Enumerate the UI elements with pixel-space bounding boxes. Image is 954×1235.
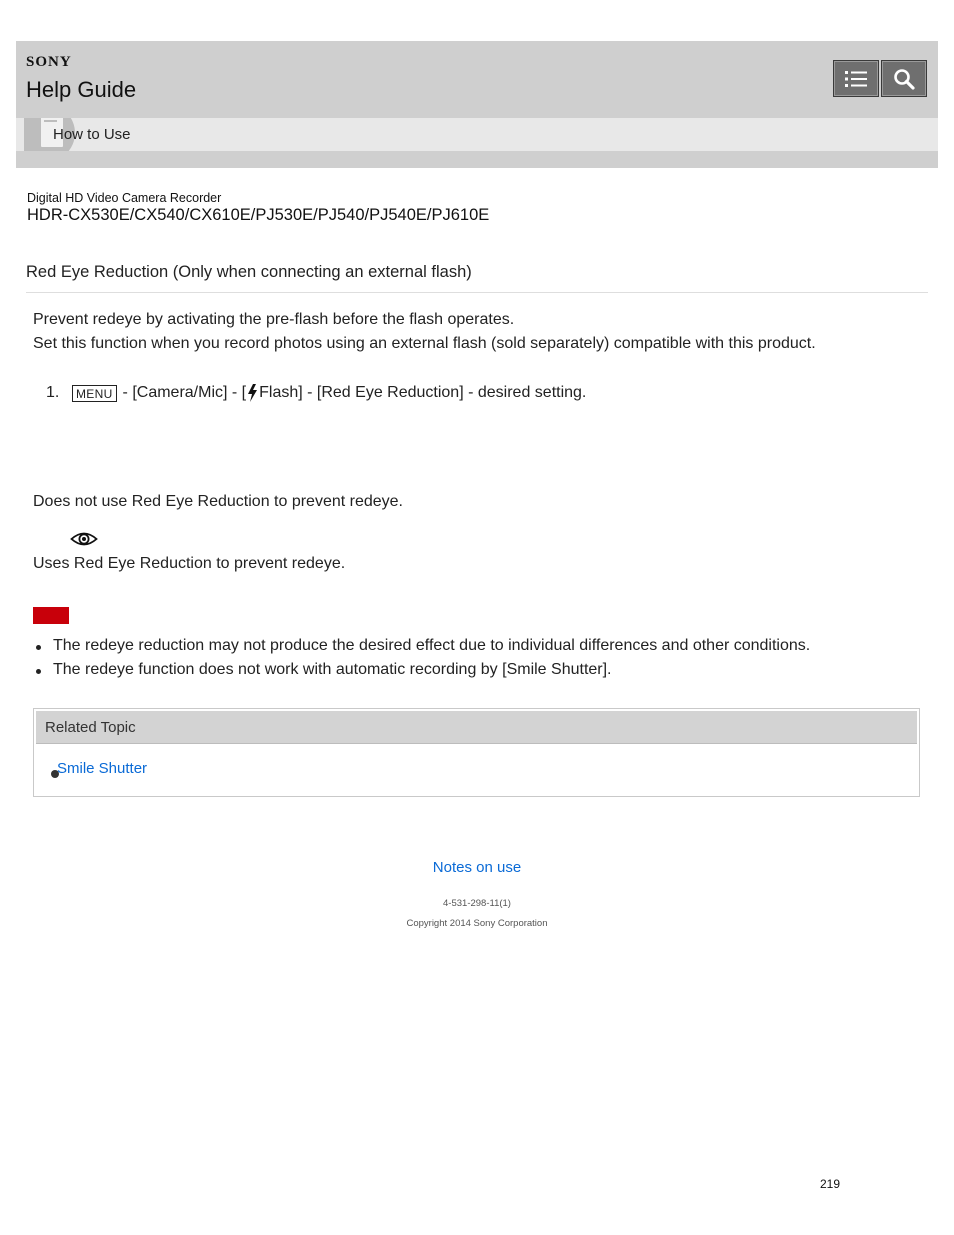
copyright: Copyright 2014 Sony Corporation — [406, 918, 548, 929]
note-item: The redeye function does not work with automatic recording by [Smile Shutter]. — [33, 660, 810, 684]
menu-key-icon: MENU — [72, 385, 117, 402]
intro-text-1: Prevent redeye by activating the pre-flash before the flash operates. — [33, 311, 515, 328]
smile-shutter-link[interactable]: Smile Shutter — [57, 760, 148, 777]
related-topic-box — [33, 708, 920, 797]
breadcrumb-how-to-use[interactable]: How to Use — [53, 126, 131, 143]
related-topic-header — [36, 711, 917, 744]
page-number: 219 — [820, 1177, 841, 1191]
setting-off-description: Does not use Red Eye Reduction to prevent redeye. — [33, 493, 403, 510]
product-models: HDR-CX530E/CX540/CX610E/PJ530E/PJ540/PJ540E/PJ610E — [27, 206, 490, 224]
help-guide-title: Help Guide — [26, 77, 137, 102]
document-number: 4-531-298-11(1) — [443, 898, 511, 909]
note-badge — [33, 607, 69, 624]
note-item: The redeye reduction may not produce the desired effect due to individual differences and other conditions. — [33, 636, 810, 660]
notes-on-use-link[interactable]: Notes on use — [432, 859, 522, 876]
list-icon — [844, 69, 868, 89]
search-button[interactable] — [881, 60, 927, 97]
search-icon — [893, 68, 915, 90]
header-buttons — [833, 60, 929, 97]
product-category: Digital HD Video Camera Recorder — [27, 191, 222, 205]
breadcrumb — [16, 118, 938, 151]
step-1 — [46, 384, 586, 402]
sony-logo: SONY — [26, 54, 72, 70]
notes-list — [33, 636, 810, 684]
red-eye-icon — [70, 529, 98, 549]
title-divider — [26, 292, 928, 293]
setting-on-description: Uses Red Eye Reduction to prevent redeye. — [33, 555, 346, 572]
step-text-part1: - [Camera/Mic] - [ — [122, 384, 247, 401]
step-text-part2: Flash] - [Red Eye Reduction] - desired setting. — [259, 384, 587, 401]
page-title: Red Eye Reduction (Only when connecting an external flash) — [26, 263, 472, 281]
step-number: 1. — [46, 384, 60, 401]
flash-icon — [247, 384, 258, 402]
header — [16, 41, 938, 168]
related-topic-heading: Related Topic — [45, 719, 136, 736]
toc-button[interactable] — [833, 60, 879, 97]
intro-text-2: Set this function when you record photos using an external flash (sold separately) compatible with this product. — [33, 335, 816, 352]
